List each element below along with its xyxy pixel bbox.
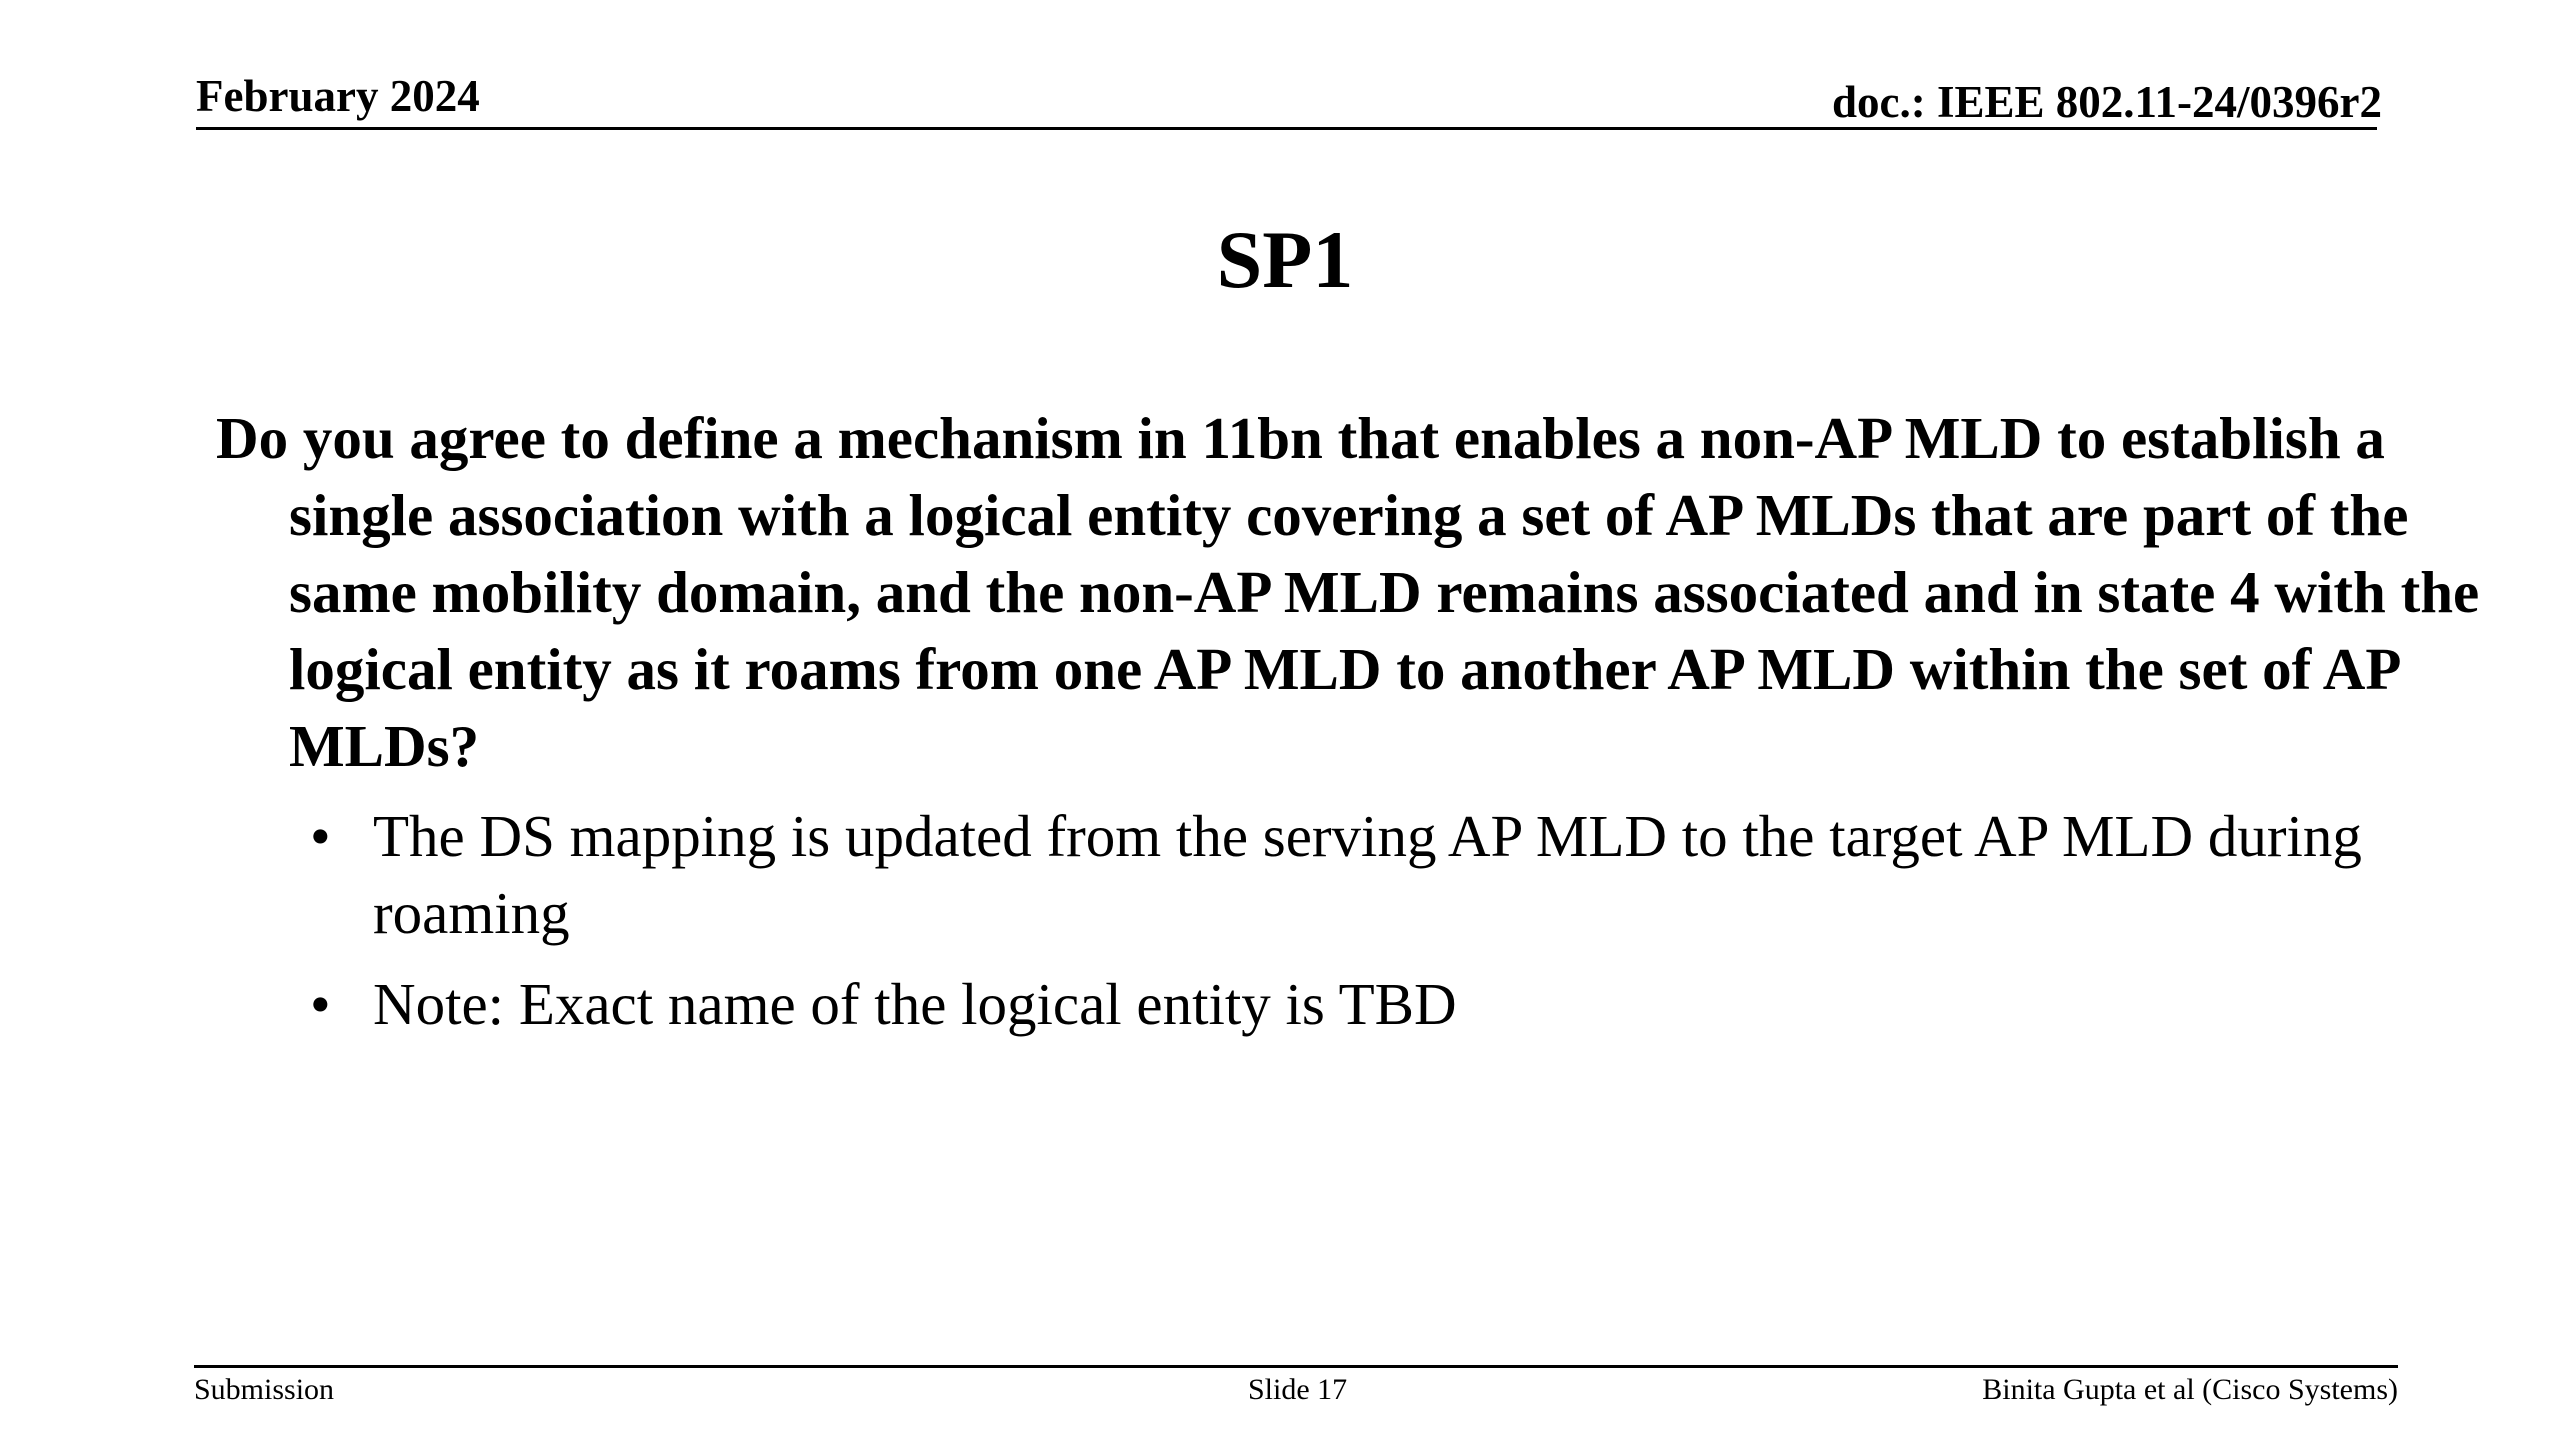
bullet-marker: • [310,803,331,869]
footer-submission: Submission [194,1373,335,1406]
footer-slide-number: Slide 17 [1248,1373,1348,1406]
header-doc-number: doc.: IEEE 802.11-24/0396r2 [1831,77,2382,127]
footer-author: Binita Gupta et al (Cisco Systems) [1982,1373,2398,1406]
bullet-text-note: Note: Exact name of the logical entity is TBD [373,971,1457,1037]
bullet-item-note [310,966,2426,1043]
header-date: February 2024 [196,71,480,121]
slide-title: SP1 [1216,214,1354,305]
bullet-item-ds-mapping [310,798,2426,952]
bullet-list [310,798,2426,1057]
bullet-text-ds-mapping: The DS mapping is updated from the serving AP MLD to the target AP MLD during roaming [373,803,2362,946]
bullet-marker: • [310,971,331,1037]
footer-divider [194,1365,2398,1368]
straw-poll-question: Do you agree to define a mechanism in 11bn that enables a non-AP MLD to establish a single association with a logical entity covering a set of AP MLDs that are part of the same mobility domain, and the non-AP MLD remains associated and in state 4 with the logical entity as it roams from one AP MLD to another AP MLD within the set of AP MLDs? [216,405,2480,779]
header-divider [196,127,2377,130]
